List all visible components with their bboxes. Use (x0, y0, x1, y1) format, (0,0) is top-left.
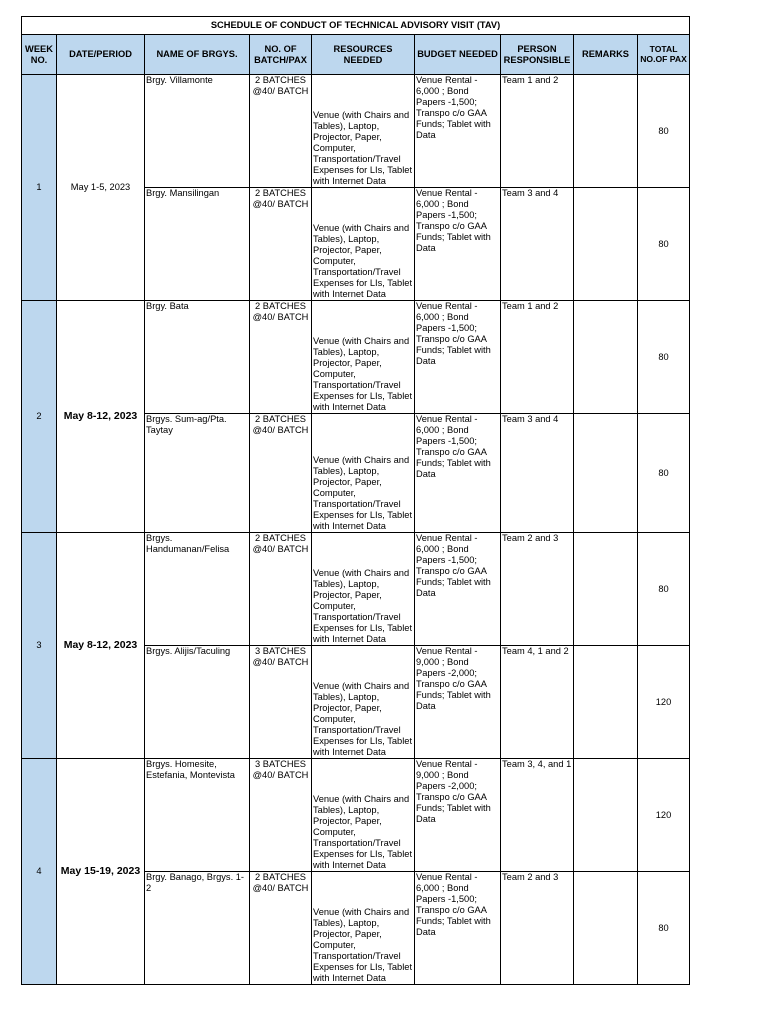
table-row (22, 759, 690, 872)
budget-needed: Venue Rental - 9,000 ; Bond Papers -2,000; Transpo c/o GAA Funds; Tablet with Data (415, 759, 501, 872)
person-responsible: Team 1 and 2 (501, 75, 574, 188)
resources-needed: Venue (with Chairs and Tables), Laptop, Projector, Paper, Computer, Transportation/Travel Expenses for LIs, Tablet with Internet Data (312, 646, 415, 759)
week-number: 1 (22, 75, 57, 301)
budget-needed: Venue Rental - 6,000 ; Bond Papers -1,500; Transpo c/o GAA Funds; Tablet with Data (415, 414, 501, 533)
header-date: DATE/PERIOD (57, 35, 145, 75)
batch-count: 2 BATCHES @40/ BATCH (250, 414, 312, 533)
week-number: 3 (22, 533, 57, 759)
total-pax: 80 (638, 301, 690, 414)
barangay-name: Brgys. Handumanan/Felisa (145, 533, 250, 646)
resources-needed: Venue (with Chairs and Tables), Laptop, Projector, Paper, Computer, Transportation/Travel Expenses for LIs, Tablet with Internet Data (312, 872, 415, 985)
header-person: PERSON RESPONSIBLE (501, 35, 574, 75)
batch-count: 2 BATCHES @40/ BATCH (250, 301, 312, 414)
header-brgy: NAME OF BRGYS. (145, 35, 250, 75)
person-responsible: Team 4, 1 and 2 (501, 646, 574, 759)
budget-needed: Venue Rental - 6,000 ; Bond Papers -1,500; Transpo c/o GAA Funds; Tablet with Data (415, 75, 501, 188)
header-week: WEEK NO. (22, 35, 57, 75)
resources-needed: Venue (with Chairs and Tables), Laptop, Projector, Paper, Computer, Transportation/Travel Expenses for LIs, Tablet with Internet Data (312, 533, 415, 646)
person-responsible: Team 3 and 4 (501, 414, 574, 533)
sheet-title: SCHEDULE OF CONDUCT OF TECHNICAL ADVISORY VISIT (TAV) (22, 17, 690, 35)
table-row (22, 301, 690, 414)
person-responsible: Team 3 and 4 (501, 188, 574, 301)
remarks-cell (574, 646, 638, 759)
remarks-cell (574, 301, 638, 414)
resources-needed: Venue (with Chairs and Tables), Laptop, Projector, Paper, Computer, Transportation/Travel Expenses for LIs, Tablet with Internet Data (312, 414, 415, 533)
remarks-cell (574, 75, 638, 188)
total-pax: 80 (638, 75, 690, 188)
resources-needed: Venue (with Chairs and Tables), Laptop, Projector, Paper, Computer, Transportation/Travel Expenses for LIs, Tablet with Internet Data (312, 759, 415, 872)
header-resources: RESOURCES NEEDED (312, 35, 415, 75)
week-number: 2 (22, 301, 57, 533)
budget-needed: Venue Rental - 6,000 ; Bond Papers -1,500; Transpo c/o GAA Funds; Tablet with Data (415, 188, 501, 301)
barangay-name: Brgy. Banago, Brgys. 1-2 (145, 872, 250, 985)
budget-needed: Venue Rental - 6,000 ; Bond Papers -1,500; Transpo c/o GAA Funds; Tablet with Data (415, 533, 501, 646)
batch-count: 2 BATCHES @40/ BATCH (250, 75, 312, 188)
budget-needed: Venue Rental - 6,000 ; Bond Papers -1,500; Transpo c/o GAA Funds; Tablet with Data (415, 872, 501, 985)
batch-count: 3 BATCHES @40/ BATCH (250, 646, 312, 759)
header-remarks: REMARKS (574, 35, 638, 75)
date-period: May 8-12, 2023 (57, 301, 145, 533)
table-row (22, 533, 690, 646)
person-responsible: Team 2 and 3 (501, 533, 574, 646)
date-period: May 1-5, 2023 (57, 75, 145, 301)
tav-schedule-table (21, 16, 690, 985)
batch-count: 3 BATCHES @40/ BATCH (250, 759, 312, 872)
week-number: 4 (22, 759, 57, 985)
table-row (22, 75, 690, 188)
remarks-cell (574, 759, 638, 872)
date-period: May 8-12, 2023 (57, 533, 145, 759)
batch-count: 2 BATCHES @40/ BATCH (250, 188, 312, 301)
remarks-cell (574, 414, 638, 533)
resources-needed: Venue (with Chairs and Tables), Laptop, Projector, Paper, Computer, Transportation/Travel Expenses for LIs, Tablet with Internet Data (312, 188, 415, 301)
header-batch: NO. OF BATCH/PAX (250, 35, 312, 75)
resources-needed: Venue (with Chairs and Tables), Laptop, Projector, Paper, Computer, Transportation/Travel Expenses for LIs, Tablet with Internet Data (312, 75, 415, 188)
batch-count: 2 BATCHES @40/ BATCH (250, 533, 312, 646)
budget-needed: Venue Rental - 9,000 ; Bond Papers -2,000; Transpo c/o GAA Funds; Tablet with Data (415, 646, 501, 759)
barangay-name: Brgys. Sum-ag/Pta. Taytay (145, 414, 250, 533)
total-pax: 120 (638, 646, 690, 759)
barangay-name: Brgy. Villamonte (145, 75, 250, 188)
remarks-cell (574, 872, 638, 985)
total-pax: 80 (638, 188, 690, 301)
remarks-cell (574, 533, 638, 646)
person-responsible: Team 3, 4, and 1 (501, 759, 574, 872)
remarks-cell (574, 188, 638, 301)
batch-count: 2 BATCHES @40/ BATCH (250, 872, 312, 985)
total-pax: 80 (638, 872, 690, 985)
barangay-name: Brgy. Bata (145, 301, 250, 414)
header-row (22, 35, 690, 75)
barangay-name: Brgy. Mansilingan (145, 188, 250, 301)
barangay-name: Brgys. Homesite, Estefania, Montevista (145, 759, 250, 872)
header-budget: BUDGET NEEDED (415, 35, 501, 75)
budget-needed: Venue Rental - 6,000 ; Bond Papers -1,500; Transpo c/o GAA Funds; Tablet with Data (415, 301, 501, 414)
resources-needed: Venue (with Chairs and Tables), Laptop, Projector, Paper, Computer, Transportation/Travel Expenses for LIs, Tablet with Internet Data (312, 301, 415, 414)
person-responsible: Team 2 and 3 (501, 872, 574, 985)
person-responsible: Team 1 and 2 (501, 301, 574, 414)
total-pax: 120 (638, 759, 690, 872)
header-total-pax: TOTAL NO.OF PAX (638, 35, 690, 75)
total-pax: 80 (638, 533, 690, 646)
date-period: May 15-19, 2023 (57, 759, 145, 985)
barangay-name: Brgys. Alijis/Taculing (145, 646, 250, 759)
total-pax: 80 (638, 414, 690, 533)
